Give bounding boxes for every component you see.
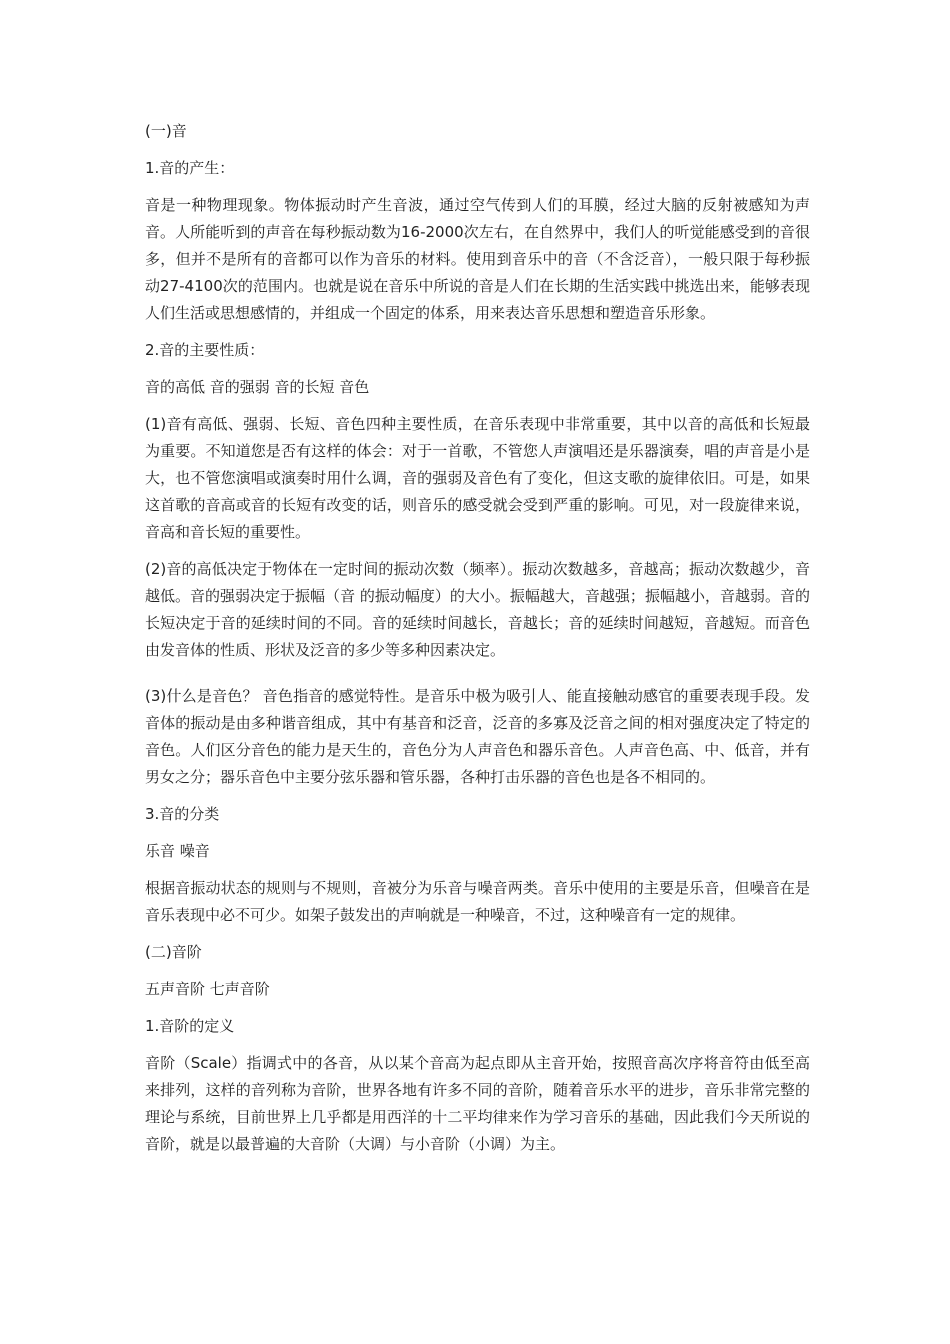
scale-types-list: 五声音阶 七声音阶 xyxy=(145,980,270,998)
paragraph-sound-origin: 音是一种物理现象。物体振动时产生音波，通过空气传到人们的耳膜，经过大脑的反射被感知为声音。人所能听到的声音在每秒振动数为16-2000次左右，在自然界中，我们人的听觉能感受到的音很多，但并不是所有的音都可以作为音乐的材料。使用到音乐中的音（不含泛音），一般只限于每秒振动27-4100次的范围内。也就是说在音乐中所说的音是人们在长期的生活实践中挑选出来，能够表现人们生活或思想感情的，并组成一个固定的体系，用来表达音乐思想和塑造音乐形象。 xyxy=(145,196,810,322)
subheading-scale-definition: 1.音阶的定义 xyxy=(145,1017,235,1035)
subheading-sound-classification: 3.音的分类 xyxy=(145,805,220,823)
properties-list: 音的高低 音的强弱 音的长短 音色 xyxy=(145,378,370,396)
paragraph-scale-definition: 音阶（Scale）指调式中的各音，从以某个音高为起点即从主音开始，按照音高次序将音符由低至高来排列，这样的音列称为音阶，世界各地有许多不同的音阶，随着音乐水平的进步，音乐非常完整的理论与系统，目前世界上几乎都是用西洋的十二平均律来作为学习音乐的基础，因此我们今天所说的音阶，就是以最普遍的大音阶（大调）与小音阶（小调）为主。 xyxy=(145,1054,810,1153)
subheading-sound-origin: 1.音的产生： xyxy=(145,159,235,177)
section-heading-sound: (一)音 xyxy=(145,122,187,140)
subheading-sound-properties: 2.音的主要性质： xyxy=(145,341,265,359)
paragraph-properties-3: (3)什么是音色？ 音色指音的感觉特性。是音乐中极为吸引人、能直接触动感官的重要表现手段。发音体的振动是由多种谐音组成，其中有基音和泛音，泛音的多寡及泛音之间的相对强度决定了特定的音色。人们区分音色的能力是天生的，音色分为人声音色和器乐音色。人声音色高、中、低音，并有男女之分；器乐音色中主要分弦乐器和管乐器，各种打击乐器的音色也是各不相同的。 xyxy=(145,687,810,786)
paragraph-properties-1: (1)音有高低、强弱、长短、音色四种主要性质，在音乐表现中非常重要，其中以音的高低和长短最为重要。不知道您是否有这样的体会：对于一首歌，不管您人声演唱还是乐器演奏，唱的声音是小是大，也不管您演唱或演奏时用什么调，音的强弱及音色有了变化，但这支歌的旋律依旧。可是，如果这首歌的音高或音的长短有改变的话，则音乐的感受就会受到严重的影响。可见，对一段旋律来说，音高和音长短的重要性。 xyxy=(145,415,810,541)
paragraph-classification: 根据音振动状态的规则与不规则，音被分为乐音与噪音两类。音乐中使用的主要是乐音，但噪音在是音乐表现中必不可少。如架子鼓发出的声响就是一种噪音，不过，这种噪音有一定的规律。 xyxy=(145,879,810,924)
paragraph-properties-2: (2)音的高低决定于物体在一定时间的振动次数（频率）。振动次数越多，音越高；振动次数越少，音越低。音的强弱决定于振幅（音 的振动幅度）的大小。振幅越大，音越强；振幅越小，音越弱。音的长短决定于音的延续时间的不同。音的延续时间越长，音越长；音的延续时间越短，音越短。而音色由发音体的性质、形状及泛音的多少等多种因素决定。 xyxy=(145,560,810,659)
document-body xyxy=(145,118,810,1168)
section-heading-scale: (二)音阶 xyxy=(145,943,202,961)
classification-list: 乐音 噪音 xyxy=(145,842,210,860)
